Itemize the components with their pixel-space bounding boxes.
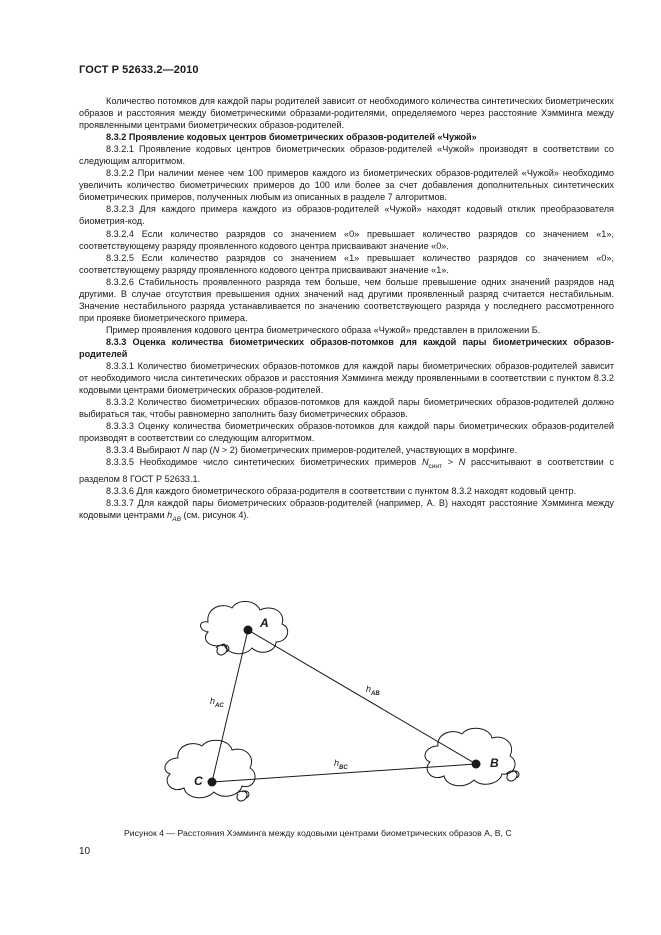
paragraph: 8.3.2.6 Стабильность проявленного разряда тем больше, чем больше превышение одних значений разрядов над другими. В случае отсутствия превышения одних значений над другими проявленный разряд считается нестабильным. Значение нестабильного разряда устанавливается по значению соответствующего разряда у последнего рассмотренного при проявке биометрического примера. xyxy=(79,276,614,323)
paragraph: 8.3.2.5 Если количество разрядов со значением «1» превышает количество разрядов со значением «0», соответствующему разряду проявленного кодового центра присваивают значение «1». xyxy=(79,252,614,275)
paragraph-8-3-3-7: 8.3.3.7 Для каждой пары биометрических образов-родителей (например, А. В) находят расстояние Хэмминга между кодовыми центрами $h_{AB}$ (см. рисунок 4). xyxy=(79,498,614,524)
scribble-b xyxy=(506,771,519,781)
paragraph: 8.3.3.1 Количество биометрических образов-потомков для каждой пары биометрических образов-родителей зависит от необходимого числа синтетических образов и расстояния Хэмминга между проявленными в соответствии с пунктом 8.3.2 кодовыми центрами биометрических образов-родителей. xyxy=(79,361,614,396)
paragraph: 8.3.2.2 При наличии менее чем 100 примеров каждого из биометрических образов-родителей «Чужой» необходимо увеличить количество биометрических примеров до 100 или более за счет добавления дополнительных синтетических биометрических примеров, полученных любым из описанных в разделе 7 алгоритмов. xyxy=(79,168,614,203)
section-heading-8-3-2: 8.3.2 Проявление кодовых центров биометрических образов-родителей «Чужой» xyxy=(106,132,477,143)
paragraph-8-3-3-5: 8.3.3.5 Необходимое число синтетических биометрических примеров $N_{синт} > N$ рассчитывают в соответствии с разделом 8 ГОСТ Р 52633.1. xyxy=(79,457,614,485)
point-b-marker xyxy=(472,760,481,769)
label-h-ac: $h_{AC}$ xyxy=(210,696,224,709)
label-h-ab: $h_{AB}$ xyxy=(366,684,380,697)
body-text xyxy=(79,95,614,526)
figure-hamming-distances xyxy=(160,596,540,821)
paragraph: 8.3.2.4 Если количество разрядов со значением «0» превышает количество разрядов со значением «1», соответствующему разряду проявленного кодового центра присваивают значение «0». xyxy=(79,228,614,251)
paragraph: Пример проявления кодового центра биометрического образа «Чужой» представлен в приложении Б. xyxy=(106,324,541,335)
page-number: 10 xyxy=(79,846,91,857)
paragraph: 8.3.3.3 Оценку количества биометрических образов-потомков для каждой пары биометрических образов-родителей производят в соответствии со следующим алгоритмом. xyxy=(79,421,614,444)
section-heading-8-3-3: 8.3.3 Оценка количества биометрических образов-потомков для каждой пары биометрических образов-родителей xyxy=(79,336,614,359)
document-header: ГОСТ Р 52633.2—2010 xyxy=(79,64,199,76)
paragraph: 8.3.2.1 Проявление кодовых центров биометрических образов-родителей «Чужой» производят в соответствии со следующим алгоритмом. xyxy=(79,144,614,167)
point-a-marker xyxy=(244,626,253,635)
label-point-b: B xyxy=(490,756,499,770)
label-h-bc: $h_{BC}$ xyxy=(334,758,348,771)
paragraph: 8.3.2.3 Для каждого примера каждого из образов-родителей «Чужой» находят кодовый отклик преобразователя биометрия-код. xyxy=(79,204,614,227)
paragraph: Количество потомков для каждой пары родителей зависит от необходимого количества синтетических биометрических образов и расстояния между биометрическими образами-родителями, определяемого через расстояние Хэмминга между проявленными центрами биометрических образов-родителей. xyxy=(79,96,614,131)
paragraph: 8.3.3.2 Количество биометрических образов-потомков для каждой пары биометрических образов-родителей должно выбираться так, чтобы равномерно заполнить базу биометрических образов. xyxy=(79,397,614,420)
label-point-c: C xyxy=(194,774,203,788)
cloud-b xyxy=(425,728,515,786)
label-point-a: A xyxy=(260,616,269,630)
scribble-c xyxy=(236,791,249,801)
edge-ab xyxy=(248,630,476,764)
paragraph-8-3-3-6: 8.3.3.6 Для каждого биометрического образа-родителя в соответствии с пунктом 8.3.2 находят кодовый центр. xyxy=(106,486,577,497)
point-c-marker xyxy=(208,778,217,787)
scribble-a xyxy=(216,645,229,655)
paragraph-8-3-3-4: 8.3.3.4 Выбирают N пар (N > 2) биометрических примеров-родителей, участвующих в морфинге. xyxy=(106,445,518,456)
cloud-c xyxy=(165,740,255,798)
figure-caption: Рисунок 4 — Расстояния Хэмминга между кодовыми центрами биометрических образов А, В, С xyxy=(124,828,512,838)
